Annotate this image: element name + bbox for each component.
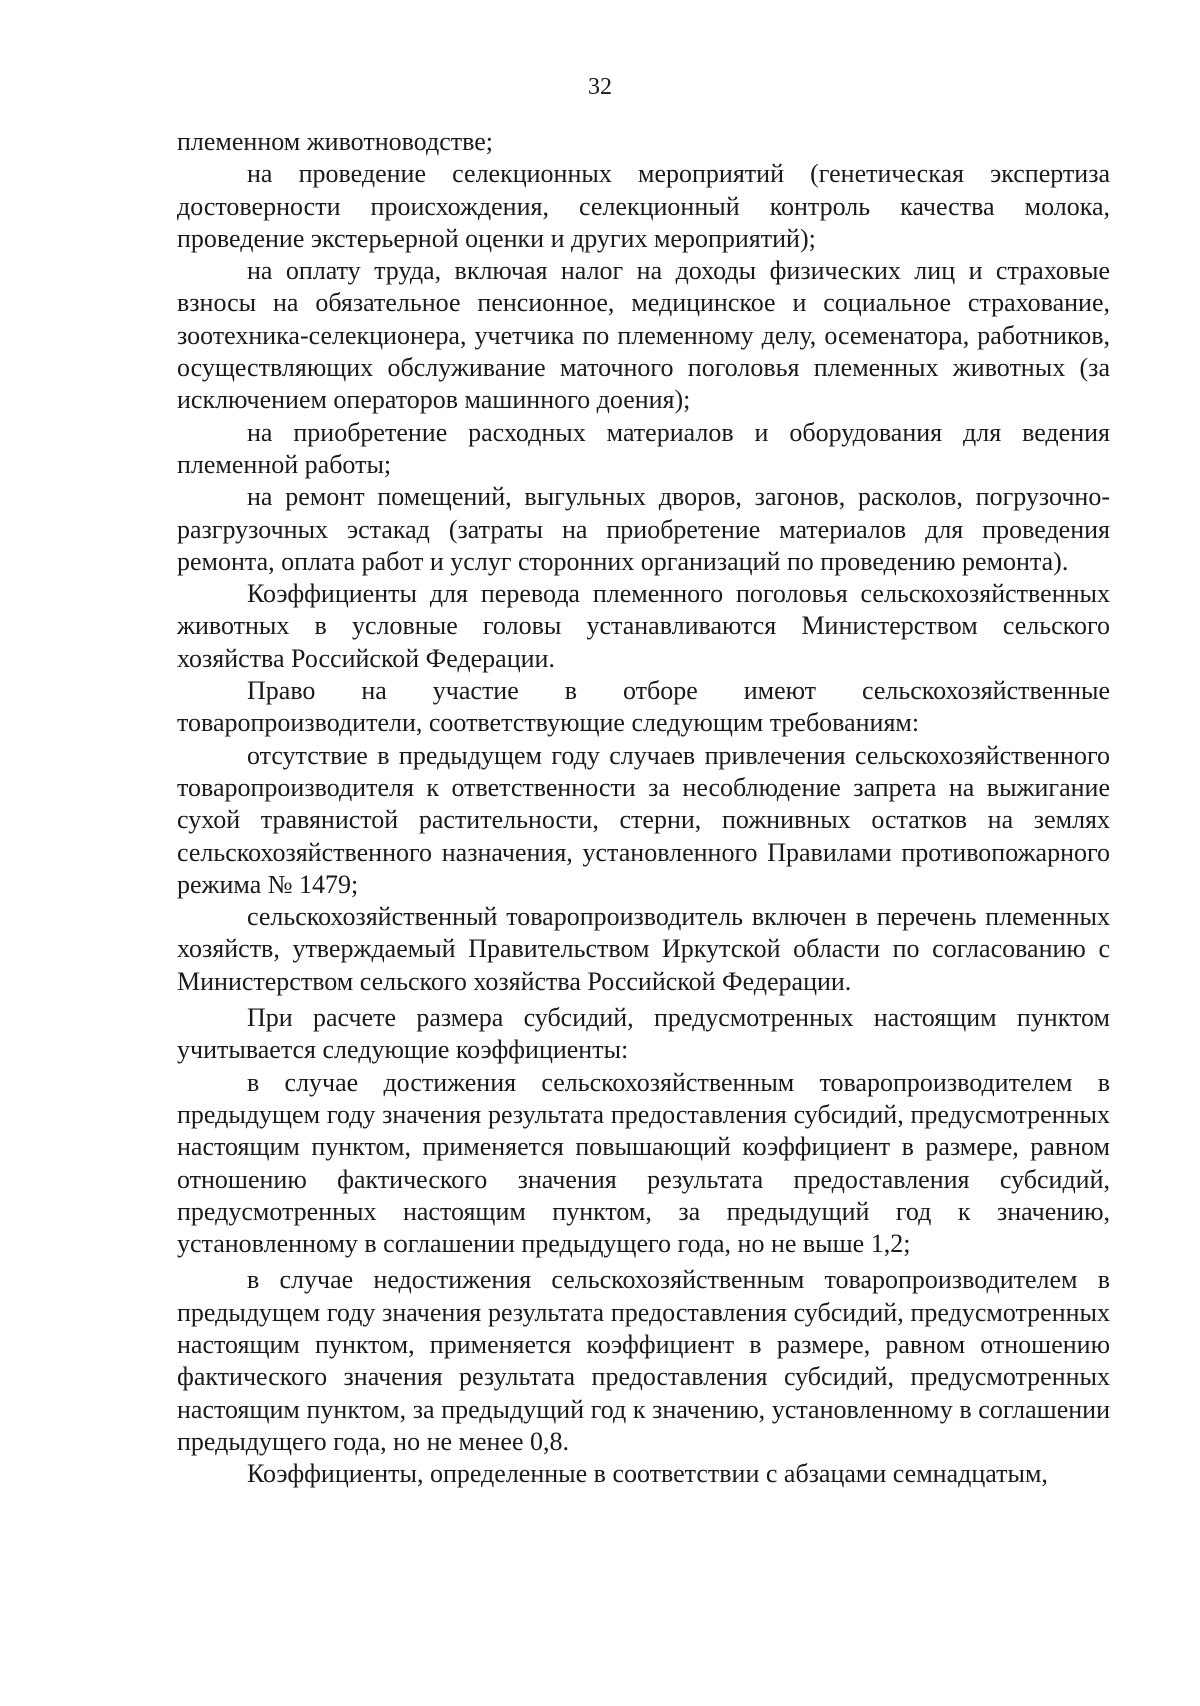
paragraph-decreasing-coefficient: в случае недостижения сельскохозяйственным товаропроизводителем в предыдущем году значения результата предоставления субсидий, предусмотренных настоящим пунктом, применяется коэффициент в размере, равном отношению фактического значения результата предоставления субсидий, предусмотренных настоящим пунктом, за предыдущий год к значению, установленному в соглашении предыдущего года, но не менее 0,8. bbox=[177, 1265, 1110, 1456]
paragraph-increasing-coefficient: в случае достижения сельскохозяйственным товаропроизводителем в предыдущем году значения результата предоставления субсидий, предусмотренных настоящим пунктом, применяется повышающий коэффициент в размере, равном отношению фактического значения результата предоставления субсидий, предусмотренных настоящим пунктом, за предыдущий год к значению, установленному в соглашении предыдущего года, но не выше 1,2; bbox=[177, 1067, 1110, 1259]
paragraph-conversion-coefficients: Коэффициенты для перевода племенного поголовья сельскохозяйственных животных в условные головы устанавливаются Министерством сельского хозяйства Российской Федерации. bbox=[177, 579, 1110, 673]
paragraph-selection-activities: на проведение селекционных мероприятий (генетическая экспертиза достоверности происхождения, селекционный контроль качества молока, проведение экстерьерной оценки и других мероприятий); bbox=[177, 159, 1110, 253]
paragraph-requirement-breeding-list: сельскохозяйственный товаропроизводитель включен в перечень племенных хозяйств, утверждаемый Правительством Иркутской области по согласованию с Министерством сельского хозяйства Российской Федерации. bbox=[177, 902, 1110, 996]
paragraph-labor-payment: на оплату труда, включая налог на доходы физических лиц и страховые взносы на обязательное пенсионное, медицинское и социальное страхование, зоотехника-селекционера, учетчика по племенному делу, осеменатора, работников, осуществляющих обслуживание маточного поголовья племенных животных (за исключением операторов машинного доения); bbox=[177, 256, 1110, 415]
paragraph-continuation: племенном животноводстве; bbox=[177, 127, 493, 156]
paragraph-selection-eligibility: Право на участие в отборе имеют сельскохозяйственные товаропроизводители, соответствующие следующим требованиям: bbox=[177, 676, 1110, 738]
page-number: 32 bbox=[588, 74, 612, 100]
paragraph-requirement-no-burning: отсутствие в предыдущем году случаев привлечения сельскохозяйственного товаропроизводителя к ответственности за несоблюдение запрета на выжигание сухой травянистой растительности, стерни, пожнивных остатков на землях сельскохозяйственного назначения, установленного Правилами противопожарного режима № 1479; bbox=[177, 740, 1110, 899]
paragraph-coefficients-defined: Коэффициенты, определенные в соответствии с абзацами семнадцатым, bbox=[247, 1459, 1048, 1489]
paragraph-premises-repair: на ремонт помещений, выгульных дворов, загонов, расколов, погрузочно-разгрузочных эстакад (затраты на приобретение материалов для проведения ремонта, оплата работ и услуг сторонних организаций по проведению ремонта). bbox=[177, 482, 1110, 576]
paragraph-materials-purchase: на приобретение расходных материалов и оборудования для ведения племенной работы; bbox=[177, 417, 1110, 479]
document-body bbox=[177, 126, 1110, 1490]
paragraph-subsidy-calculation: При расчете размера субсидий, предусмотренных настоящим пунктом учитывается следующие коэффициенты: bbox=[177, 1003, 1110, 1065]
